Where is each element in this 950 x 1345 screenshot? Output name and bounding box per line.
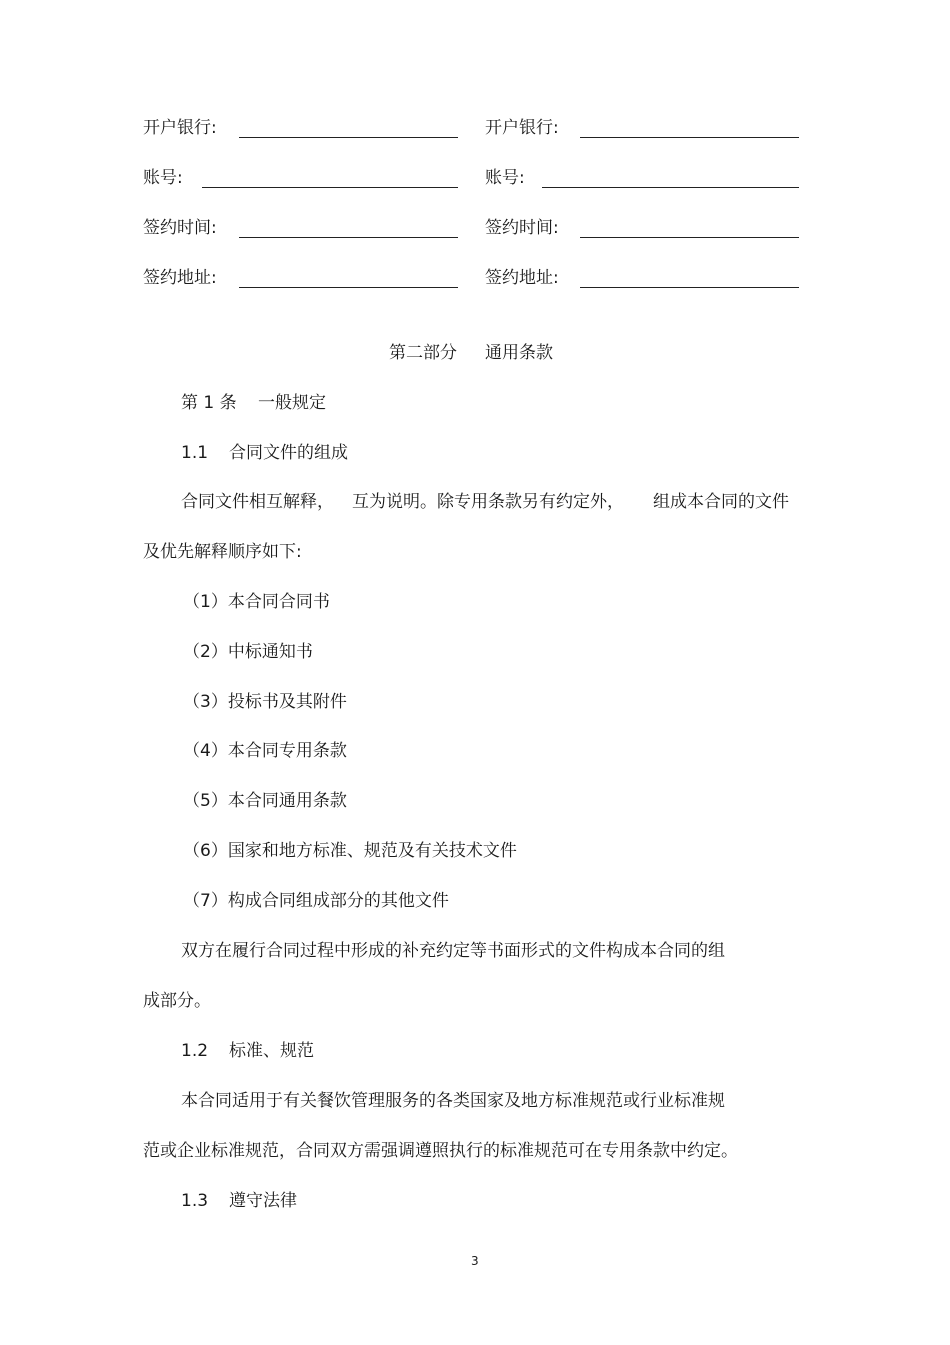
list-item: （1）本合同合同书: [183, 592, 330, 612]
list-item: （2）中标通知书: [183, 642, 313, 662]
right-bank-label: 开户银行:: [485, 118, 559, 138]
left-sign-address-label: 签约地址:: [143, 268, 217, 288]
section-title-name: 通用条款: [485, 343, 553, 363]
left-account-field[interactable]: [202, 187, 458, 188]
clause-number: 1.3: [181, 1191, 209, 1211]
right-sign-time-field[interactable]: [580, 237, 799, 238]
clause-number: 1.1: [181, 443, 209, 463]
right-account-label: 账号:: [485, 168, 525, 188]
list-item: （3）投标书及其附件: [183, 692, 347, 712]
right-sign-time-label: 签约时间:: [485, 218, 559, 238]
paragraph-text: 及优先解释顺序如下:: [143, 542, 302, 562]
list-item: （5）本合同通用条款: [183, 791, 347, 811]
paragraph-text: 组成本合同的文件: [653, 492, 789, 512]
paragraph-text: 本合同适用于有关餐饮管理服务的各类国家及地方标准规范或行业标准规: [181, 1091, 725, 1111]
right-sign-address-label: 签约地址:: [485, 268, 559, 288]
clause-title: 合同文件的组成: [229, 443, 348, 463]
paragraph-text: 成部分。: [143, 991, 211, 1011]
list-item: （7）构成合同组成部分的其他文件: [183, 891, 449, 911]
left-account-label: 账号:: [143, 168, 183, 188]
page-number: 3: [471, 1254, 479, 1268]
left-bank-label: 开户银行:: [143, 118, 217, 138]
clause-number: 1.2: [181, 1041, 209, 1061]
paragraph-text: 合同文件相互解释，: [181, 492, 334, 512]
clause-title: 遵守法律: [229, 1191, 297, 1211]
article-title: 一般规定: [258, 393, 326, 413]
right-sign-address-field[interactable]: [580, 287, 799, 288]
right-account-field[interactable]: [542, 187, 799, 188]
left-sign-time-field[interactable]: [239, 237, 458, 238]
left-sign-time-label: 签约时间:: [143, 218, 217, 238]
paragraph-text: 互为说明。除专用条款另有约定外，: [352, 492, 624, 512]
article-number: 第 1 条: [181, 393, 237, 413]
list-item: （6）国家和地方标准、规范及有关技术文件: [183, 841, 517, 861]
paragraph-text: 双方在履行合同过程中形成的补充约定等书面形式的文件构成本合同的组: [181, 941, 725, 961]
left-bank-field[interactable]: [239, 137, 458, 138]
left-sign-address-field[interactable]: [239, 287, 458, 288]
paragraph-text: 范或企业标准规范，合同双方需强调遵照执行的标准规范可在专用条款中约定。: [143, 1141, 738, 1161]
right-bank-field[interactable]: [580, 137, 799, 138]
list-item: （4）本合同专用条款: [183, 741, 347, 761]
section-title-part: 第二部分: [389, 343, 457, 363]
clause-title: 标准、规范: [229, 1041, 314, 1061]
